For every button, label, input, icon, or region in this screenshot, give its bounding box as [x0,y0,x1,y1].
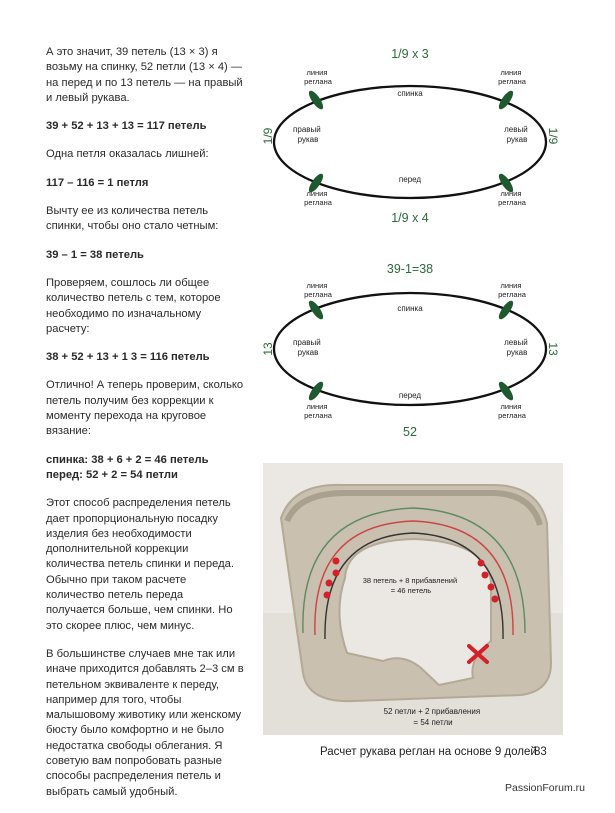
diagram-1-right-label: 1/9 [546,127,560,145]
line: линия [500,281,522,290]
diagram-1-raglan-tl [304,68,333,86]
diagram-1-top-label: 1/9 x 3 [391,47,429,61]
diagram-2-bottom-label: 52 [403,425,417,439]
line: линия [306,189,328,198]
raglan-diagrams [252,40,582,450]
watermark: PassionForum.ru [505,782,585,794]
line: линия [500,402,522,411]
diagram-2-back-label: спинка [397,304,423,313]
paragraph: Одна петля оказалась лишней: [46,148,209,161]
diagram-2-top-label: 39-1=38 [386,262,434,276]
diagram-2-raglan-br [498,402,527,420]
line: левый [504,338,528,347]
line: реглана [304,290,332,299]
diagram-2-right-sleeve [293,338,323,357]
line: реглана [304,77,332,86]
formula: 39 + 52 + 13 + 13 = 117 петель [46,120,207,133]
line: линия [500,68,522,77]
line: правый [293,338,321,347]
raglan-leaf-icon [496,299,515,322]
line: рукав [506,135,528,144]
line: линия [306,281,328,290]
diagram-2-right-label: 13 [546,342,560,356]
paragraph: А это значит, 39 петель (13 × 3) я возьму на спинку, 52 петли (13 × 4) — на перед и по 13 петель — на правый и левый рукава. [46,46,243,104]
line: 38 петель + 8 прибавлений [362,576,458,585]
paragraph: Вычту ее из количества петель спинки, чтобы оно стало четным: [46,205,219,233]
paragraph: Проверяем, сошлось ли общее количество петель с тем, которое необходимо по изначальному расчету: [46,276,221,335]
paragraph: В большинстве случаев мне так или иначе приходится добавлять 2–3 см в петельном эквиваленте к переду, например для того, чтобы малышовому животику или женскому бюсту было комфортно и не было недостатка свободы облегания. Я советую вам попробовать разные способы распределения петель и выбрать самый удобный. [46,647,244,798]
diagram-1-bottom-label: 1/9 x 4 [391,211,429,225]
diagram-1-raglan-tr [498,68,527,86]
diagram-2-left-label: 13 [261,342,275,356]
line: реглана [498,77,526,86]
line: левый [504,125,528,134]
diagram-1-front-label: перед [398,175,422,184]
line: линия [306,68,328,77]
formula: 39 – 1 = 38 петель [46,248,144,261]
body-text-column [46,45,244,813]
line: = 46 петель [390,586,432,595]
diagram-2-raglan-bl [304,402,333,420]
marker-dot [492,596,499,603]
diagram-1-left-label: 1/9 [261,127,275,145]
paragraph: Этот способ распределения петель дает пропорциональную посадку изделия без необходимости дополнительной коррекции количества петель спинки и переда. Обычно при таком расчете количество петель переда получается больше, чем спинки. Но это скорее плюс, чем минус. [46,497,234,632]
line: реглана [304,411,332,420]
line: = 54 петли [413,718,453,727]
line: правый [293,125,321,134]
running-footer-title: Расчет рукава реглан на основе 9 долей [320,746,537,758]
paragraph: Отлично! А теперь проверим, сколько петель получим без коррекции к моменту перехода на круговое вязание: [46,379,244,438]
line: реглана [498,198,526,207]
line: реглана [304,198,332,207]
diagram-2-left-sleeve [504,338,530,357]
diagram-1-left-sleeve [504,125,530,144]
line: 52 петли + 2 прибавления [383,707,481,716]
marker-dot [324,592,331,599]
marker-dot [333,558,340,565]
formula: 117 – 116 = 1 петля [46,176,149,189]
knitted-yoke-photo [263,463,563,735]
line: рукав [506,348,528,357]
diagram-1-back-label: спинка [397,89,423,98]
diagram-2-front-label: перед [398,391,422,400]
diagram-1-right-sleeve [293,125,323,144]
line: рукав [297,348,319,357]
marker-dot [488,584,495,591]
marker-dot [333,570,340,577]
formula: перед: 52 + 2 = 54 петли [46,468,178,481]
marker-dot [326,580,333,587]
raglan-leaf-icon [306,299,325,322]
diagram-2-raglan-tl [304,281,333,299]
marker-dot [482,572,489,579]
page-number: 83 [534,746,547,758]
line: рукав [297,135,319,144]
formula: 38 + 52 + 13 + 1 3 = 116 петель [46,351,210,364]
knitted-yoke-illustration [263,463,563,735]
line: реглана [498,411,526,420]
line: реглана [498,290,526,299]
diagram-2 [261,262,560,439]
line: линия [500,189,522,198]
diagram-1 [261,47,560,225]
marker-dot [478,560,485,567]
diagram-2-raglan-tr [498,281,527,299]
diagram-1-raglan-bl [304,189,333,207]
line: линия [306,402,328,411]
formula: спинка: 38 + 6 + 2 = 46 петель [46,453,209,466]
